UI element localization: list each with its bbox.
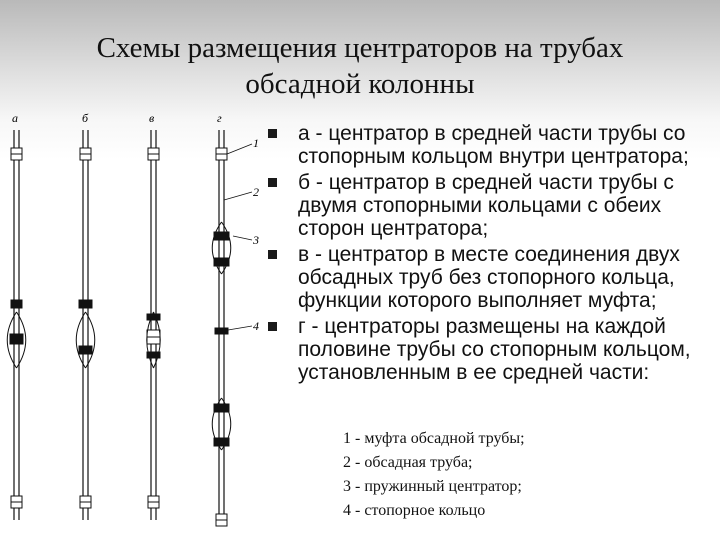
legend-item: 4 - стопорное кольцо [343, 502, 486, 519]
legend-item: 2 - обсадная труба; [343, 454, 473, 471]
coupling [11, 300, 22, 308]
legend-item: 3 - пружинный центратор; [343, 478, 522, 495]
bullet-list [268, 122, 718, 387]
bullet-item-g [268, 315, 718, 384]
bullet-item-v [268, 243, 718, 312]
legend-item: 1 - муфта обсадной трубы; [343, 430, 525, 447]
callout-2: 2 [253, 185, 259, 199]
bullet-square-icon [268, 322, 277, 331]
callout-4: 4 [253, 319, 259, 333]
stop-ring [214, 438, 229, 446]
column-label-v: в [149, 111, 155, 125]
callout-3: 3 [253, 233, 259, 247]
stop-ring [10, 334, 23, 344]
bullet-line: г - центраторы размещены на каждой [298, 315, 666, 338]
bullet-square-icon [268, 250, 277, 259]
bullet-line: б - центратор в средней части трубы с [298, 171, 674, 194]
pipe-a [7, 130, 26, 520]
bullet-line: стопорным кольцом внутри центратора; [298, 145, 689, 168]
bullet-line: установленным в ее средней части: [298, 361, 650, 384]
callout-1: 1 [253, 136, 259, 150]
stop-ring [214, 232, 229, 240]
bullet-item-b [268, 171, 718, 240]
stop-ring [79, 300, 92, 308]
spring-centralizer [76, 312, 95, 368]
stop-ring [215, 328, 228, 334]
bullet-square-icon [268, 129, 277, 138]
column-label-b: б [82, 111, 89, 125]
column-label-a: а [12, 111, 18, 125]
bullet-line: функции которого выполняет муфта; [298, 289, 657, 312]
bullet-line: а - центратор в средней части трубы со [298, 122, 686, 145]
slide-title [40, 30, 680, 102]
stop-ring [214, 258, 229, 266]
pipe-b [76, 130, 95, 520]
stop-ring [79, 346, 92, 354]
bullet-item-a [268, 122, 718, 168]
stop-ring [147, 352, 160, 358]
centralizer-diagram [0, 106, 270, 540]
title-line-2: обсадной колонны [245, 68, 475, 100]
bullet-line: двумя стопорными кольцами с обеих [298, 194, 662, 217]
bullet-square-icon [268, 178, 277, 187]
pipe-g [212, 130, 231, 526]
bullet-line: обсадных труб без стопорного кольца, [298, 266, 675, 289]
title-line-1: Схемы размещения центраторов на трубах [96, 32, 624, 64]
bullet-line: в - центратор в месте соединения двух [298, 243, 680, 266]
pipe-v [147, 130, 161, 520]
bullet-line: половине трубы со стопорным кольцом, [298, 338, 691, 361]
stop-ring [147, 314, 160, 320]
bullet-line: сторон центратора; [298, 217, 489, 240]
stop-ring [214, 404, 229, 412]
legend-list [343, 428, 525, 524]
column-label-g: г [217, 111, 222, 125]
